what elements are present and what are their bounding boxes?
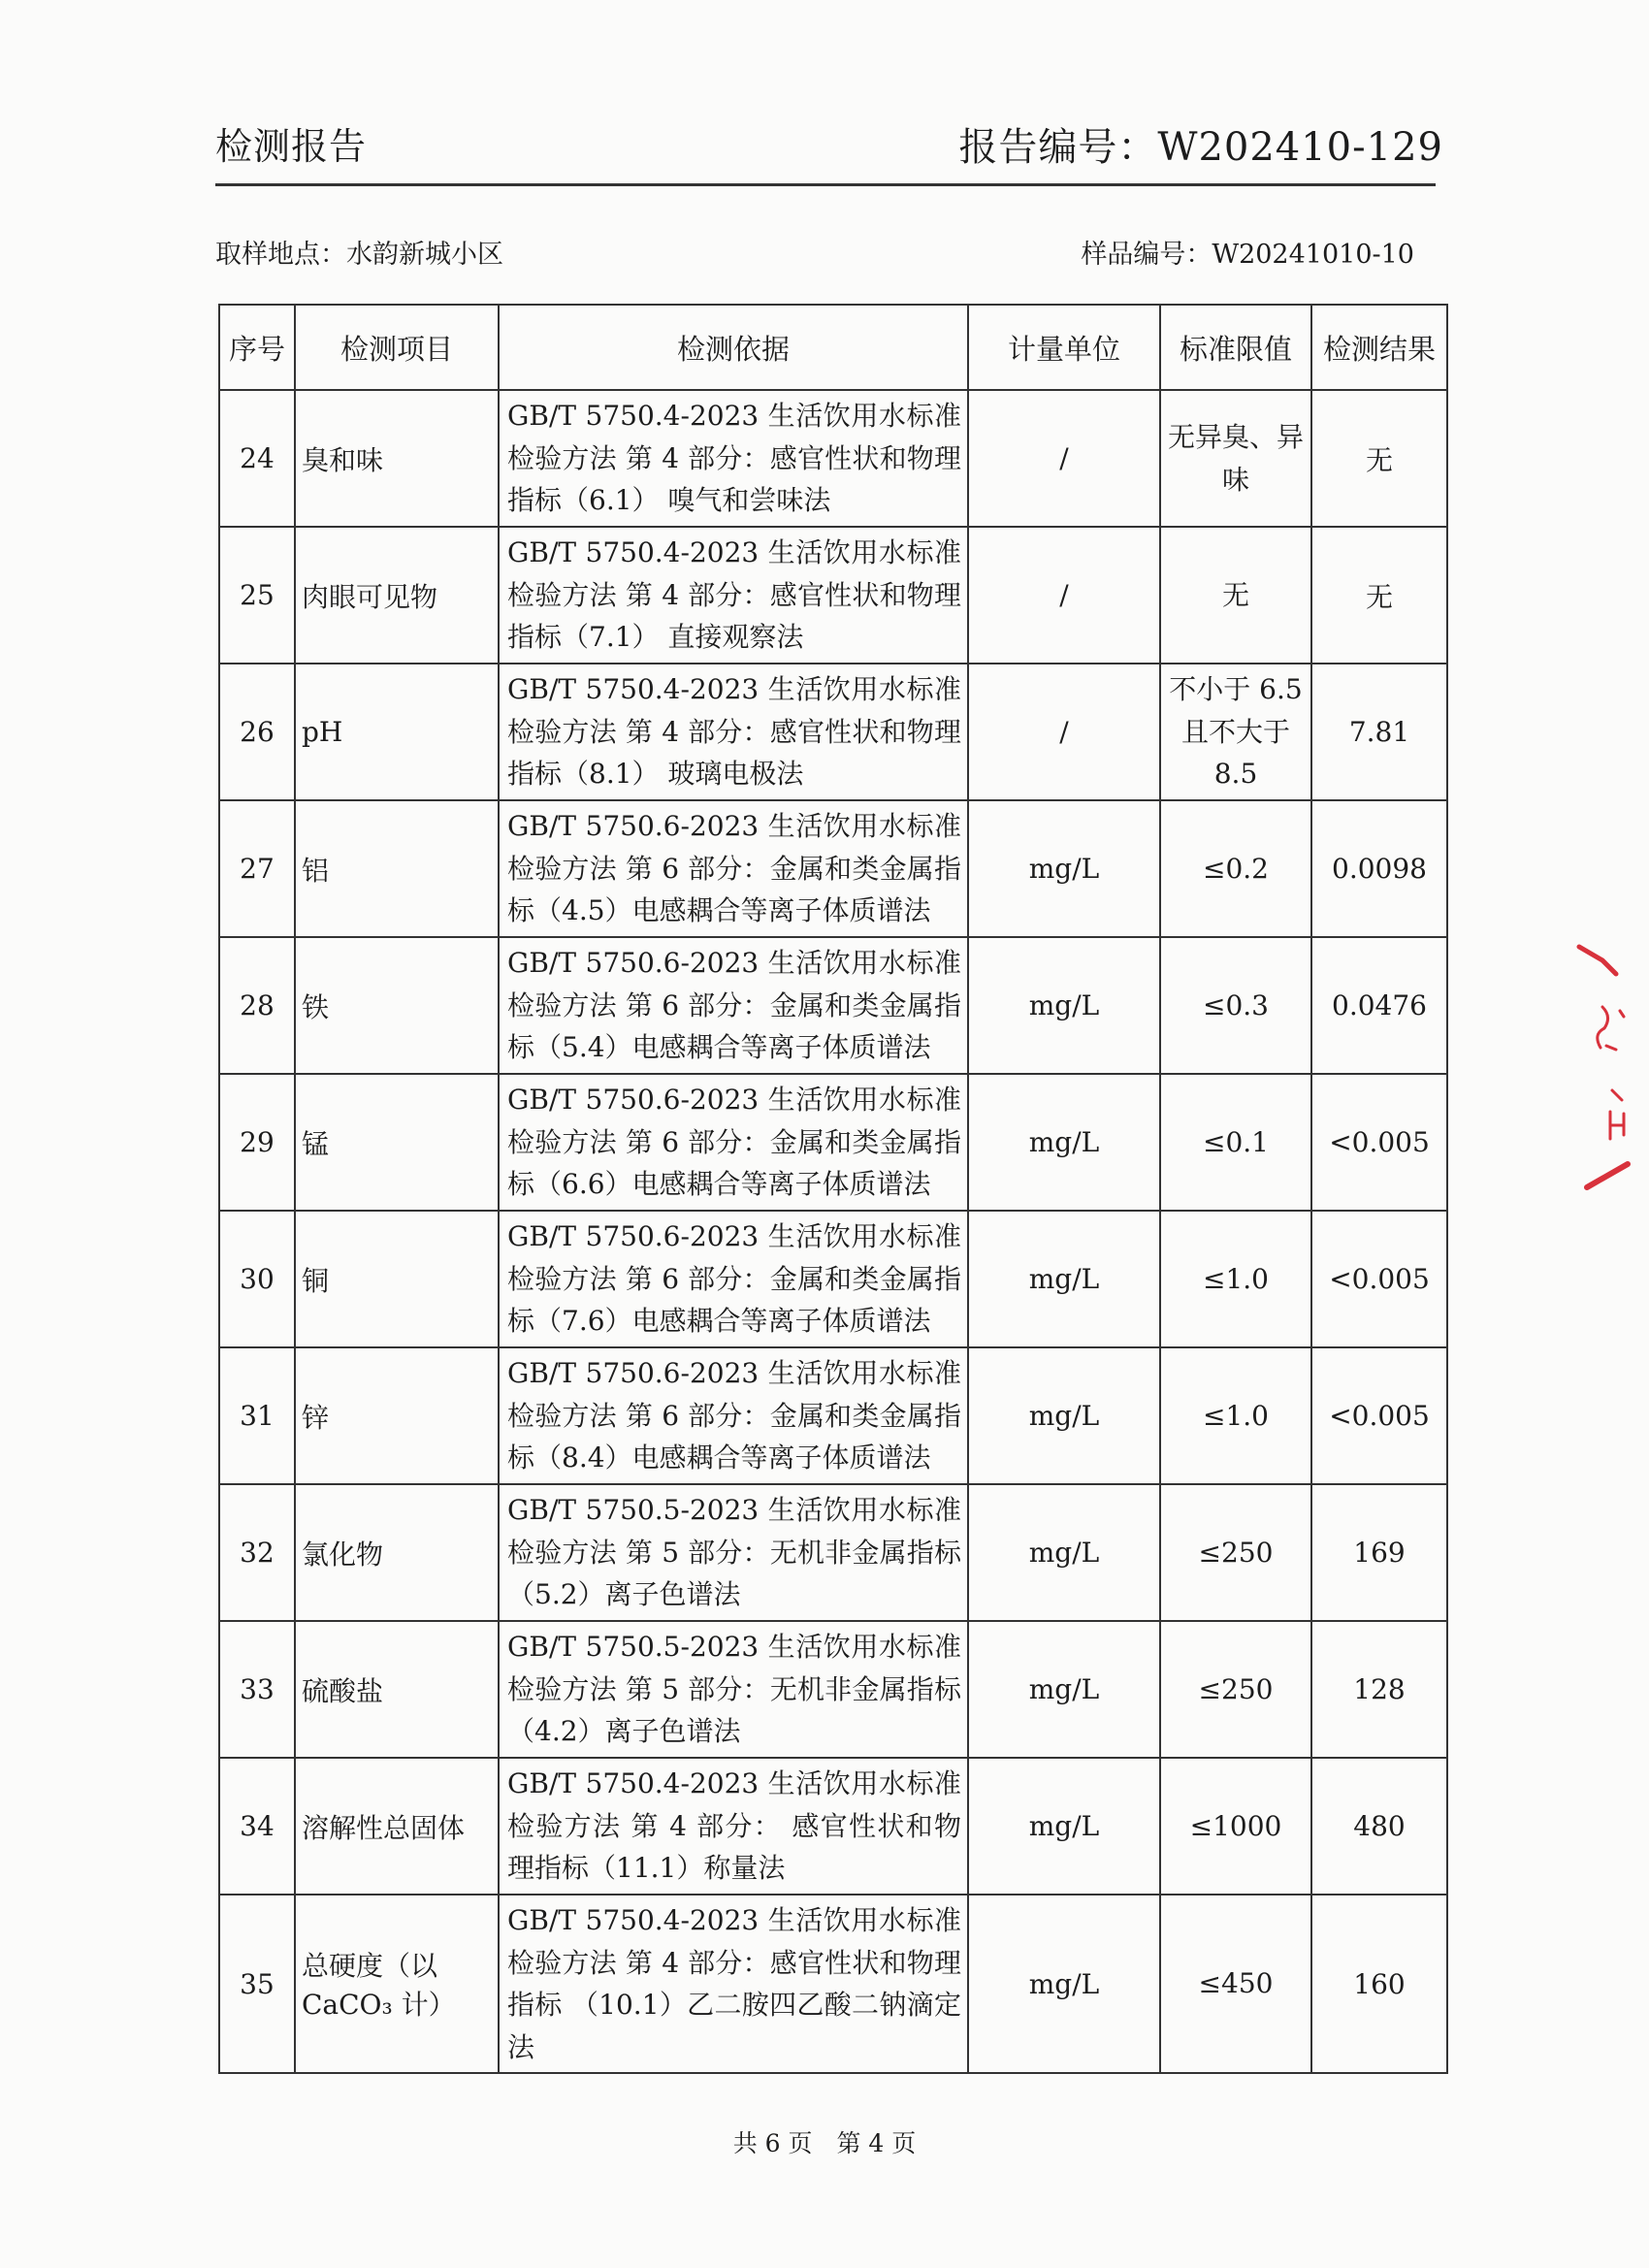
col-header-result: 检测结果: [1311, 305, 1447, 390]
table-row: [219, 937, 1447, 1074]
row-method: GB/T 5750.6-2023 生活饮用水标准检验方法 第 6 部分：金属和类金属指标（7.6）电感耦合等离子体质谱法: [499, 1211, 968, 1347]
row-number: 34: [219, 1758, 295, 1895]
table-row: [219, 1211, 1447, 1347]
row-number: 32: [219, 1484, 295, 1621]
row-unit: mg/L: [968, 1074, 1160, 1211]
row-limit: 无: [1160, 527, 1311, 664]
row-unit: mg/L: [968, 1211, 1160, 1347]
row-limit: ≤1000: [1160, 1758, 1311, 1895]
row-unit: mg/L: [968, 1484, 1160, 1621]
row-result: <0.005: [1311, 1347, 1447, 1484]
row-method: GB/T 5750.4-2023 生活饮用水标准检验方法 第 4 部分：感官性状和物理指标 （10.1）乙二胺四乙酸二钠滴定法: [499, 1895, 968, 2073]
row-method: GB/T 5750.5-2023 生活饮用水标准检验方法 第 5 部分：无机非金属指标（4.2）离子色谱法: [499, 1621, 968, 1758]
row-limit: ≤1.0: [1160, 1347, 1311, 1484]
row-result: <0.005: [1311, 1074, 1447, 1211]
table-row: [219, 390, 1447, 527]
row-limit: ≤1.0: [1160, 1211, 1311, 1347]
row-result: <0.005: [1311, 1211, 1447, 1347]
row-unit: mg/L: [968, 937, 1160, 1074]
row-unit: /: [968, 664, 1160, 800]
row-limit: 不小于 6.5 且不大于 8.5: [1160, 664, 1311, 800]
row-result: 128: [1311, 1621, 1447, 1758]
row-number: 28: [219, 937, 295, 1074]
table-row: [219, 1347, 1447, 1484]
row-unit: mg/L: [968, 1758, 1160, 1895]
sample-number: 样品编号：W20241010-10: [1081, 240, 1414, 270]
col-header-method: 检测依据: [499, 305, 968, 390]
page-footer: 共 6 页 第 4 页: [732, 2129, 917, 2157]
report-number: 报告编号：W202410-129: [958, 125, 1443, 170]
red-seal-stamp: [1573, 939, 1632, 1230]
row-unit: /: [968, 527, 1160, 664]
table-row: [219, 664, 1447, 800]
row-method: GB/T 5750.4-2023 生活饮用水标准检验方法 第 4 部分：感官性状和物理指标（8.1） 玻璃电极法: [499, 664, 968, 800]
row-result: 160: [1311, 1895, 1447, 2073]
table-row: [219, 1895, 1447, 2073]
row-number: 26: [219, 664, 295, 800]
row-item: 铜: [295, 1211, 499, 1347]
row-method: GB/T 5750.4-2023 生活饮用水标准检验方法 第 4 部分：感官性状和物理指标（6.1） 嗅气和尝味法: [499, 390, 968, 527]
row-unit: /: [968, 390, 1160, 527]
table-row: [219, 1484, 1447, 1621]
row-number: 27: [219, 800, 295, 937]
row-number: 29: [219, 1074, 295, 1211]
col-header-no: 序号: [219, 305, 295, 390]
results-table: [218, 304, 1448, 2074]
row-unit: mg/L: [968, 800, 1160, 937]
row-limit: ≤0.3: [1160, 937, 1311, 1074]
row-method: GB/T 5750.5-2023 生活饮用水标准检验方法 第 5 部分：无机非金属指标（5.2）离子色谱法: [499, 1484, 968, 1621]
table-row: [219, 1074, 1447, 1211]
col-header-limit: 标准限值: [1160, 305, 1311, 390]
row-method: GB/T 5750.6-2023 生活饮用水标准检验方法 第 6 部分：金属和类金属指标（5.4）电感耦合等离子体质谱法: [499, 937, 968, 1074]
row-item: 肉眼可见物: [295, 527, 499, 664]
row-result: 无: [1311, 390, 1447, 527]
row-result: 480: [1311, 1758, 1447, 1895]
row-unit: mg/L: [968, 1621, 1160, 1758]
row-method: GB/T 5750.6-2023 生活饮用水标准检验方法 第 6 部分：金属和类金属指标（4.5）电感耦合等离子体质谱法: [499, 800, 968, 937]
row-result: 0.0098: [1311, 800, 1447, 937]
row-item: 溶解性总固体: [295, 1758, 499, 1895]
row-item: 氯化物: [295, 1484, 499, 1621]
row-item: 硫酸盐: [295, 1621, 499, 1758]
row-result: 0.0476: [1311, 937, 1447, 1074]
row-number: 25: [219, 527, 295, 664]
row-number: 31: [219, 1347, 295, 1484]
row-unit: mg/L: [968, 1895, 1160, 2073]
row-limit: ≤0.2: [1160, 800, 1311, 937]
sampling-location: 取样地点：水韵新城小区: [215, 240, 503, 270]
report-title: 检测报告: [215, 125, 368, 168]
table-header-row: [219, 305, 1447, 390]
row-limit: ≤250: [1160, 1621, 1311, 1758]
table-row: [219, 527, 1447, 664]
row-unit: mg/L: [968, 1347, 1160, 1484]
row-limit: 无异臭、异味: [1160, 390, 1311, 527]
row-item: 臭和味: [295, 390, 499, 527]
table-row: [219, 800, 1447, 937]
table-row: [219, 1758, 1447, 1895]
row-number: 30: [219, 1211, 295, 1347]
row-item: 总硬度（以 CaCO₃ 计）: [295, 1895, 499, 2073]
row-method: GB/T 5750.4-2023 生活饮用水标准检验方法 第 4 部分：感官性状和物理指标（7.1） 直接观察法: [499, 527, 968, 664]
header-divider: [215, 183, 1436, 186]
row-result: 7.81: [1311, 664, 1447, 800]
row-item: 锌: [295, 1347, 499, 1484]
row-result: 无: [1311, 527, 1447, 664]
row-limit: ≤450: [1160, 1895, 1311, 2073]
table-row: [219, 1621, 1447, 1758]
row-limit: ≤250: [1160, 1484, 1311, 1621]
row-limit: ≤0.1: [1160, 1074, 1311, 1211]
row-method: GB/T 5750.6-2023 生活饮用水标准检验方法 第 6 部分：金属和类金属指标（8.4）电感耦合等离子体质谱法: [499, 1347, 968, 1484]
row-item: pH: [295, 664, 499, 800]
col-header-unit: 计量单位: [968, 305, 1160, 390]
row-number: 35: [219, 1895, 295, 2073]
row-number: 24: [219, 390, 295, 527]
row-item: 锰: [295, 1074, 499, 1211]
row-method: GB/T 5750.4-2023 生活饮用水标准检验方法 第 4 部分： 感官性状和物理指标（11.1）称量法: [499, 1758, 968, 1895]
col-header-item: 检测项目: [295, 305, 499, 390]
row-result: 169: [1311, 1484, 1447, 1621]
row-item: 铁: [295, 937, 499, 1074]
row-number: 33: [219, 1621, 295, 1758]
row-item: 铝: [295, 800, 499, 937]
row-method: GB/T 5750.6-2023 生活饮用水标准检验方法 第 6 部分：金属和类金属指标（6.6）电感耦合等离子体质谱法: [499, 1074, 968, 1211]
